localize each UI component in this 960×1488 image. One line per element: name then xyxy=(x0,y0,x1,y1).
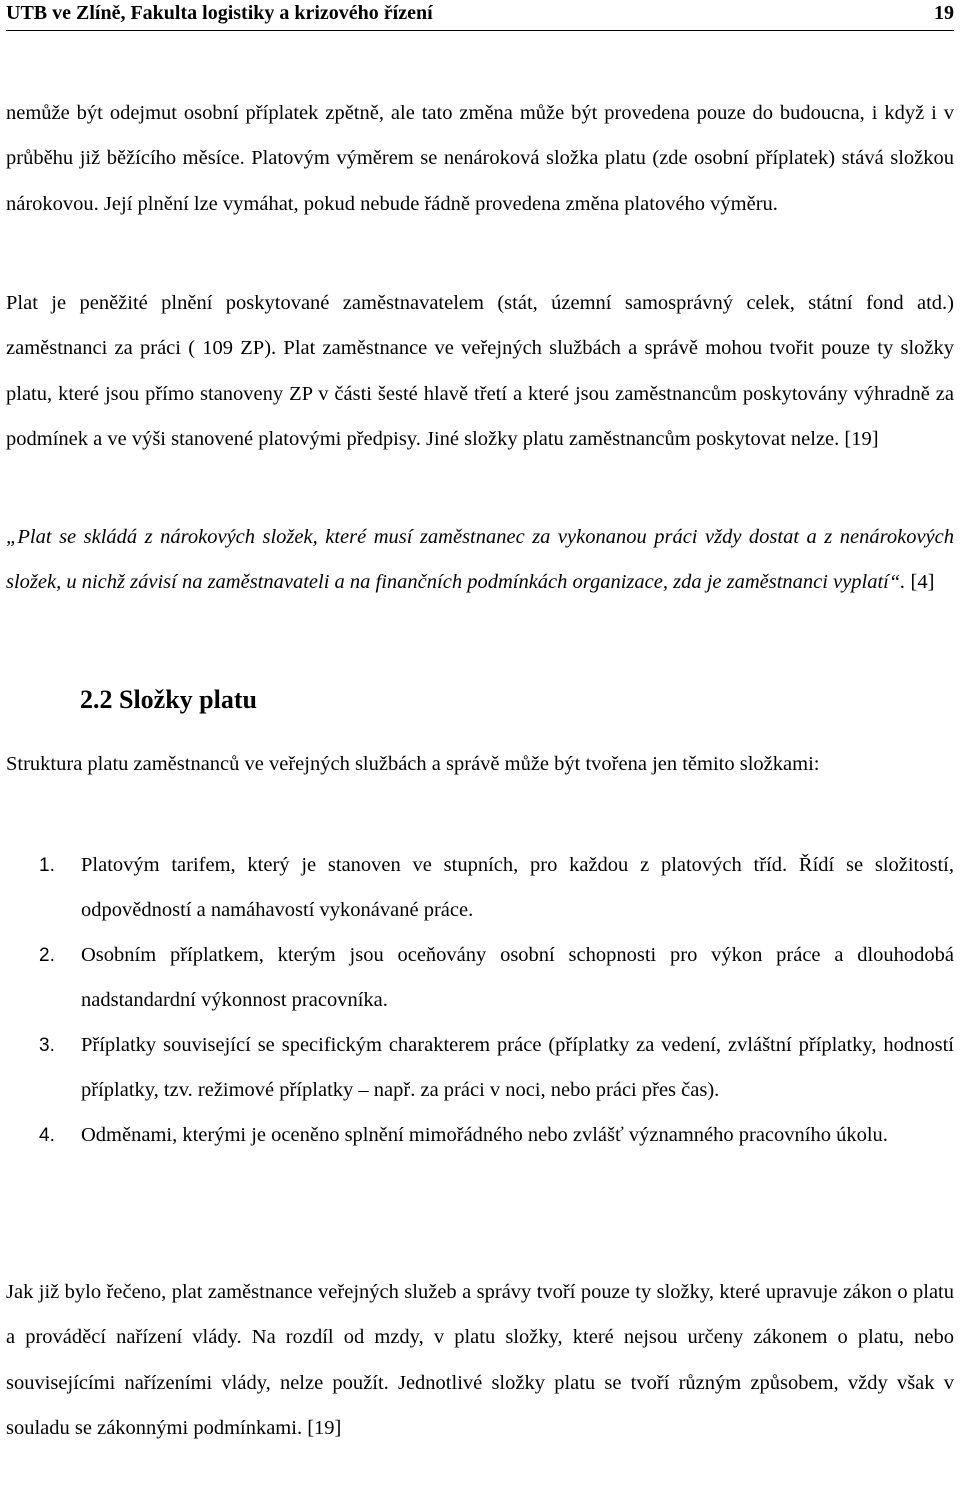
header-title: UTB ve Zlíně, Fakulta logistiky a krizového řízení xyxy=(6,2,433,24)
list-item xyxy=(6,843,954,933)
paragraph-quote xyxy=(6,515,954,606)
quote-reference: [4] xyxy=(905,571,935,594)
salary-components-list xyxy=(6,843,954,1158)
list-item-number: 2. xyxy=(39,945,55,966)
list-item-number: 3. xyxy=(39,1035,55,1056)
list-item-number: 1. xyxy=(39,855,55,876)
quote-text: „Plat se skládá z nárokových složek, které musí zaměstnanec za vykonanou práci vždy dostat a z nenárokových složek, u nichž závisí na zaměstnavateli a na finančních podmínkách organizace, zda je zaměstnanci vyplatí“. xyxy=(6,526,954,594)
list-item-text: Platovým tarifem, který je stanoven ve stupních, pro každou z platových tříd. Řídí se složitostí, odpovědností a namáhavostí vykonávané práce. xyxy=(81,854,954,921)
page-number: 19 xyxy=(934,2,954,24)
paragraph-salary-definition: Plat je peněžité plnění poskytované zaměstnavatelem (stát, územní samosprávný celek, státní fond atd.) zaměstnanci za práci ( 109 ZP). Plat zaměstnance ve veřejných službách a správě mohou tvořit pouze ty složky platu, které jsou přímo stanoveny ZP v části šesté hlavě třetí a které jsou zaměstnancům poskytovány výhradně za podmínek a ve výši stanovené platovými předpisy. Jiné složky platu zaměstnancům poskytovat nelze. [19] xyxy=(6,292,954,450)
paragraph-conclusion: Jak již bylo řečeno, plat zaměstnance veřejných služeb a správy tvoří pouze ty složky, které upravuje zákon o platu a prováděcí nařízení vlády. Na rozdíl od mzdy, v platu složky, které nejsou určeny zákonem o platu, nebo souvisejícími nařízeními vlády, nelze použít. Jednotlivé složky platu se tvoří různým způsobem, vždy však v souladu se zákonnými podmínkami. [19] xyxy=(6,1281,954,1439)
list-item-text: Odměnami, kterými je oceněno splnění mimořádného nebo zvlášť významného pracovního úkolu. xyxy=(81,1124,888,1146)
list-item xyxy=(6,933,954,1023)
paragraph-salary-bonus: nemůže být odejmut osobní příplatek zpětně, ale tato změna může být provedena pouze do budoucna, i když i v průběhu již běžícího měsíce. Platovým výměrem se nenároková složka platu (zde osobní příplatek) stává složkou nárokovou. Její plnění lze vymáhat, pokud nebude řádně provedena změna platového výměru. xyxy=(6,102,954,215)
page-header xyxy=(6,0,954,31)
list-item-text: Osobním příplatkem, kterým jsou oceňovány osobní schopnosti pro výkon práce a dlouhodobá nadstandardní výkonnost pracovníka. xyxy=(81,944,954,1011)
list-item xyxy=(6,1023,954,1113)
list-item-text: Příplatky související se specifickým charakterem práce (příplatky za vedení, zvláštní příplatky, hodností příplatky, tzv. režimové příplatky – např. za práci v noci, nebo práci přes čas). xyxy=(81,1034,954,1101)
section-heading: 2.2 Složky platu xyxy=(80,685,257,714)
paragraph-structure-intro: Struktura platu zaměstnanců ve veřejných službách a správě může být tvořena jen těmito složkami: xyxy=(6,753,820,775)
list-item-number: 4. xyxy=(39,1125,55,1146)
list-item xyxy=(6,1113,954,1158)
